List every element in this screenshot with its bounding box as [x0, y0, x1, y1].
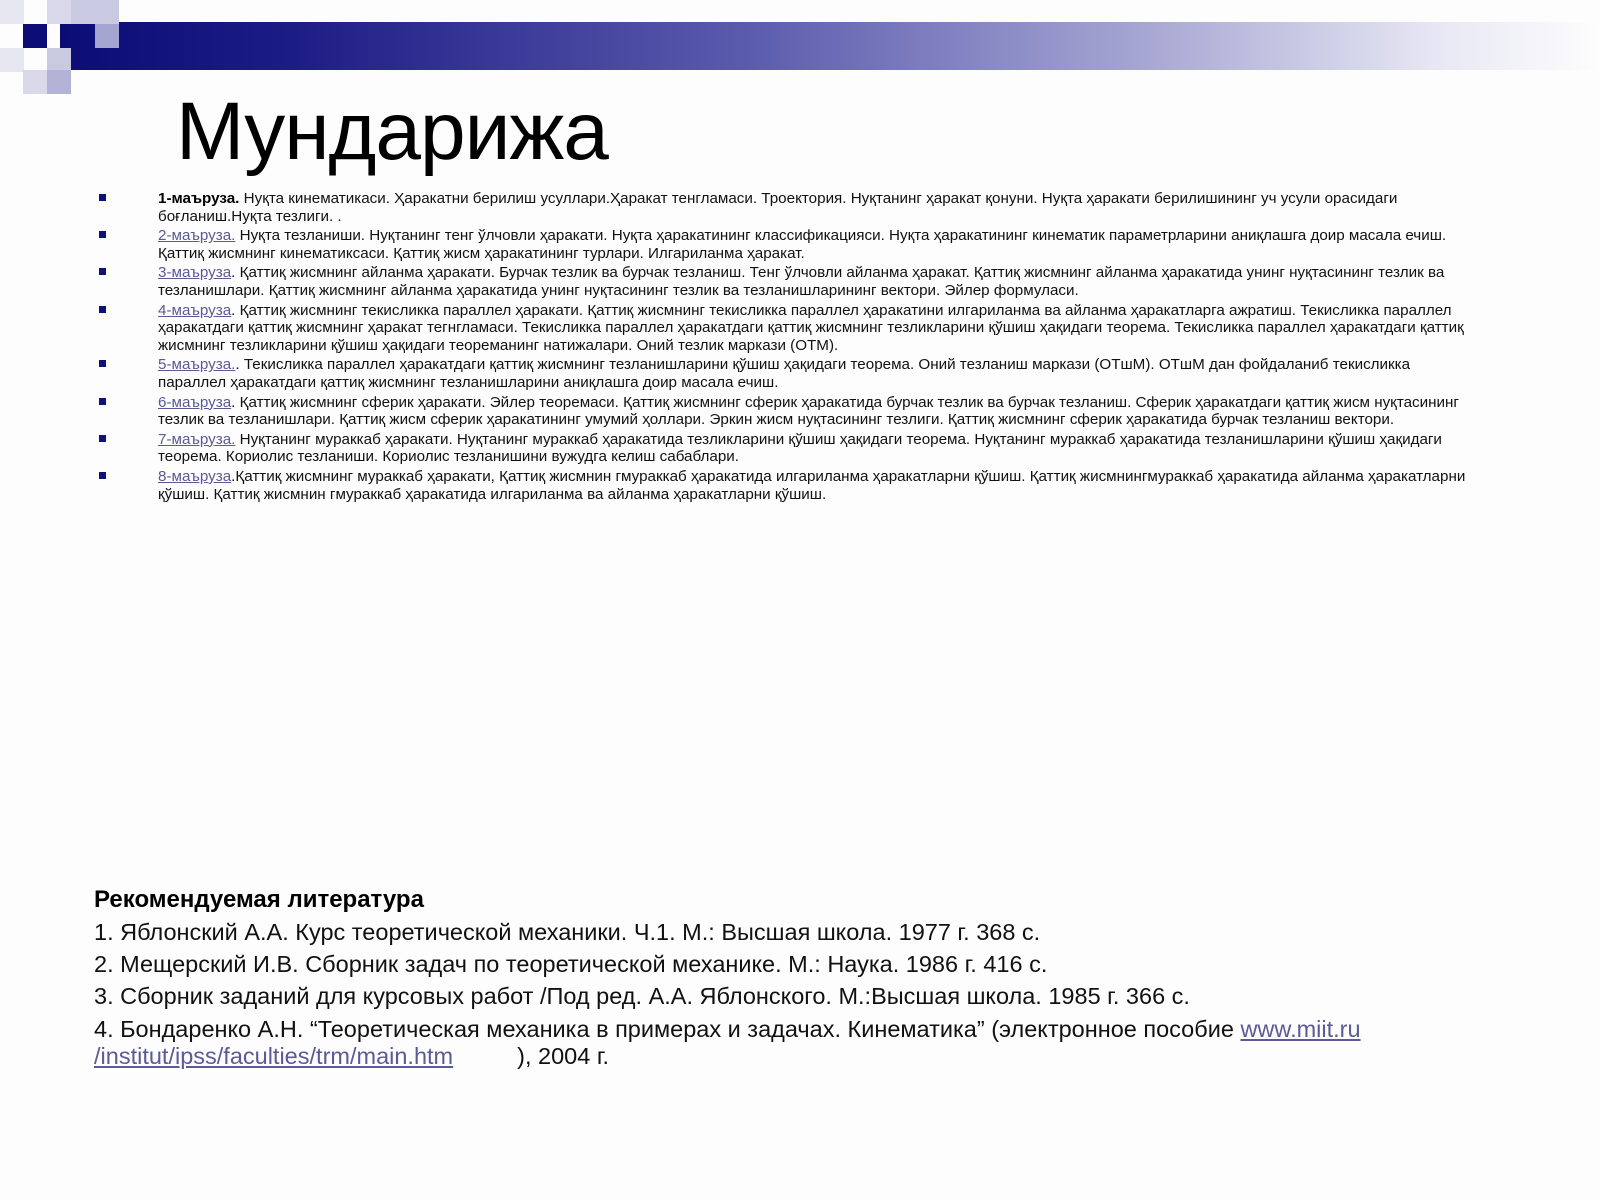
lecture-text: . Қаттиқ жисмнинг сферик ҳаракати. Эйлер теоремаси. Қаттиқ жисмнинг сферик ҳаракатида бурчак тезлик ва бурчак тезланиш. Сферик ҳаракатдаги қаттиқ жисм нуқтасининг тезлик ва тезланишлари. Қаттиқ жисм сферик ҳаракатининг умумий ҳоллари. Эркин жисм нуқтасининг тезлиги. Қаттиқ жисмнинг сферик ҳаракатида бурчак тезланиш вектори.: [158, 393, 1459, 429]
lecture-text: . Қаттиқ жисмнинг айланма ҳаракати. Бурчак тезлик ва бурчак тезланиш. Тенг ўлчовли айланма ҳаракат. Қаттиқ жисмнинг айланма ҳаракатида унинг нуқтасининг тезлик ва тезланишлари. Қаттиқ жисмнинг айланма ҳаракатида унинг нуқтасининг тезлик ва тезланишларининг вектори. Эйлер формуласи.: [158, 264, 1445, 299]
lecture-link[interactable]: 7-маъруза.: [158, 430, 236, 448]
decor-square: [0, 48, 24, 72]
lecture-text: Нуқта тезланиши. Нуқтанинг тенг ўлчовли ҳаракати. Нуқта ҳаракатининг классификацияси. Нуқта ҳаракатининг кинематик параметрларини аниқлашга доир масала ечиш. Қаттиқ жисмнинг кинематиксаси. Қаттиқ жисм ҳаракатининг турлари. Илгариланма ҳаракат.: [158, 227, 1447, 262]
lecture-link[interactable]: 6-маъруза: [158, 393, 232, 411]
reference-item: 2. Мещерский И.В. Сборник задач по теоретической механике. М.: Наука. 1986 г. 416 с.: [94, 951, 1048, 977]
lecture-text: . Текисликка параллел ҳаракатдаги қаттиқ жисмнинг тезланишларини қўшиш ҳақидаги теорема. Оний тезланиш маркази (ОТшМ). ОТшМ дан фойдаланиб текисликка параллел ҳаракатдаги қаттиқ жисмнинг тезланишларини аниқлашга доир масала ечиш.: [158, 356, 1411, 391]
lecture-item-5: [96, 356, 1476, 391]
decor-square: [0, 24, 24, 48]
lecture-text: .Қаттиқ жисмнинг мураккаб ҳаракати, Қаттиқ жисмнин гмураккаб ҳаракатида илгариланма ҳаракатларни қўшиш. Қаттиқ жисмнингмураккаб ҳаракатида айланма ҳаракатларни қўшиш. Қаттиқ жисмнин гмураккаб ҳаракатида илгариланма ва айланма ҳаракатларни қўшиш.: [158, 467, 1466, 503]
lecture-link[interactable]: 8-маъруза: [158, 467, 232, 485]
references-heading: Рекомендуемая литература: [94, 886, 424, 913]
lecture-link[interactable]: 5-маъруза.: [158, 356, 236, 374]
lecture-link[interactable]: 2-маъруза.: [158, 227, 236, 245]
lecture-text: Нуқта кинематикаси. Ҳаракатни берилиш усуллари.Ҳаракат тенгламаси. Троектория. Нуқтанинг ҳаракат қонуни. Нуқта ҳаракати берилишининг уч усули орасидаги боғланиш.Нуқта тезлиги. .: [158, 190, 1398, 225]
bullet-icon: [99, 194, 106, 201]
bullet-icon: [99, 360, 106, 367]
lecture-item-7: [96, 431, 1476, 466]
reference-link-host: www.miit.ru: [1240, 1016, 1361, 1042]
lecture-item-3: [96, 264, 1476, 299]
references-section: [94, 884, 1544, 1070]
lecture-link[interactable]: 3-маъруза: [158, 264, 232, 282]
lecture-item-4: [96, 302, 1476, 355]
header-gradient-band: [60, 22, 1600, 70]
bullet-icon: [99, 306, 106, 313]
decor-square: [71, 0, 119, 24]
bullet-icon: [99, 398, 106, 405]
reference-item-4: [94, 1016, 1544, 1070]
lecture-item-2: [96, 227, 1476, 262]
lecture-item-8: [96, 468, 1476, 503]
decor-square: [47, 0, 71, 24]
decor-square: [95, 24, 119, 48]
slide-title: Мундарижа: [176, 86, 608, 177]
decor-square: [23, 24, 47, 48]
reference-item: 3. Сборник заданий для курсовых работ /Под ред. А.А. Яблонского. М.:Высшая школа. 1985 г. 366 с.: [94, 983, 1190, 1009]
lecture-item-1: [96, 190, 1476, 225]
reference-suffix: ), 2004 г.: [517, 1043, 610, 1069]
lecture-label: 1-маъруза.: [158, 190, 240, 207]
decor-square: [47, 70, 71, 94]
reference-item: 1. Яблонский А.А. Курс теоретической механики. Ч.1. М.: Высшая школа. 1977 г. 368 с.: [94, 919, 1041, 945]
lecture-list: [96, 190, 1476, 505]
decor-square: [0, 0, 24, 24]
lecture-text: Нуқтанинг мураккаб ҳаракати. Нуқтанинг мураккаб ҳаракатида тезликларини қўшиш ҳақидаги теорема. Нуқтанинг мураккаб ҳаракатида тезланишларини қўшиш ҳақидаги теорема. Кориолис тезланиши. Кориолис тезланишини вужудга келиш сабаблари.: [158, 430, 1442, 466]
reference-text: 4. Бондаренко А.Н. “Теоретическая механика в примерах и задачах. Кинематика” (электронное пособие: [94, 1016, 1241, 1042]
lecture-item-6: [96, 394, 1476, 429]
bullet-icon: [99, 268, 106, 275]
lecture-link[interactable]: 4-маъруза: [158, 301, 232, 319]
bullet-icon: [99, 472, 106, 479]
reference-link-path: /institut/ipss/faculties/trm/main.htm: [94, 1043, 454, 1069]
bullet-icon: [99, 435, 106, 442]
bullet-icon: [99, 231, 106, 238]
decor-square: [23, 70, 47, 94]
lecture-text: . Қаттиқ жисмнинг текисликка параллел ҳаракати. Қаттиқ жисмнинг текисликка параллел ҳаракатини илгариланма ва айланма ҳаракатларга ажратиш. Текисликка параллел ҳаракатдаги қаттиқ жисмнинг ҳаракат тегнгламаси. Текисликка параллел ҳаракатдаги қаттиқ жисмнинг тезликларини қўшиш ҳақидаги теорема. Текисликка параллел ҳаракатдаги қаттиқ жисмнинг тезликларини қўшиш ҳақидаги теореманинг натижалари. Оний тезлик маркази (ОТМ).: [158, 301, 1464, 354]
decor-square: [47, 48, 71, 72]
